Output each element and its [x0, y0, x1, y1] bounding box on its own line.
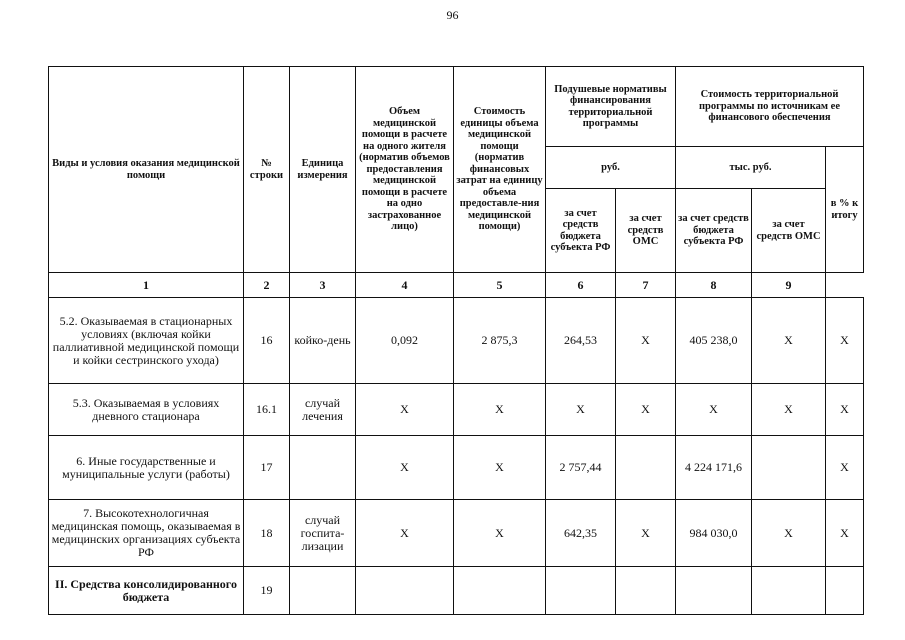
cell-oms-thous: Х	[752, 384, 826, 436]
cell-oms-rub	[616, 436, 676, 500]
cell-budget-rub: Х	[546, 384, 616, 436]
table-row	[49, 298, 864, 384]
cell-kind: 5.2. Оказываемая в стационарных условиях (включая койки паллиативной медицинской помощи и койки сестринского ухода)	[49, 298, 244, 384]
cell-budget-thous: 405 238,0	[676, 298, 752, 384]
cell-oms-thous	[752, 567, 826, 615]
cell-budget-thous: Х	[676, 384, 752, 436]
header-thous-rub: тыс. руб.	[676, 147, 826, 189]
column-number: 1	[49, 273, 244, 298]
cell-unit: случай лечения	[290, 384, 356, 436]
cell-percent: Х	[826, 436, 864, 500]
cell-budget-rub: 642,35	[546, 500, 616, 567]
header-program-cost: Стоимость территориальной программы по источникам ее финансового обеспечения	[676, 67, 864, 147]
column-number: 8	[676, 273, 752, 298]
cell-budget-thous: 4 224 171,6	[676, 436, 752, 500]
cell-oms-rub: Х	[616, 298, 676, 384]
cell-percent: Х	[826, 500, 864, 567]
column-number: 2	[244, 273, 290, 298]
cell-budget-thous: 984 030,0	[676, 500, 752, 567]
cell-oms-thous: Х	[752, 298, 826, 384]
cell-volume: Х	[356, 436, 454, 500]
cell-percent	[826, 567, 864, 615]
cell-volume: Х	[356, 384, 454, 436]
table-row	[49, 500, 864, 567]
column-number: 5	[454, 273, 546, 298]
cell-oms-rub: Х	[616, 384, 676, 436]
table-row	[49, 567, 864, 615]
table-row	[49, 436, 864, 500]
cell-percent: Х	[826, 384, 864, 436]
column-number: 9	[752, 273, 826, 298]
cell-unit	[290, 436, 356, 500]
header-rub: руб.	[546, 147, 676, 189]
page-number: 96	[446, 8, 459, 22]
header-volume: Объем медицинской помощи в расчете на одного жителя (норматив объемов предоставления медицинской помощи в расчете на одно застрахованное лицо)	[356, 67, 454, 273]
cell-unit-cost	[454, 567, 546, 615]
header-budget-rf-2: за счет средств бюджета субъекта РФ	[676, 189, 752, 273]
cell-unit: случай госпита-лизации	[290, 500, 356, 567]
header-oms-2: за счет средств ОМС	[752, 189, 826, 273]
cell-unit-cost: 2 875,3	[454, 298, 546, 384]
cell-oms-rub	[616, 567, 676, 615]
cell-unit	[290, 567, 356, 615]
cell-budget-rub: 2 757,44	[546, 436, 616, 500]
cell-volume: 0,092	[356, 298, 454, 384]
table-row	[49, 384, 864, 436]
cell-kind: II. Средства консолидированного бюджета	[49, 567, 244, 615]
cell-oms-thous	[752, 436, 826, 500]
header-unit-cost: Стоимость единицы объема медицинской помощи (норматив финансовых затрат на единицу объема предоставле-ния медицинской помощи)	[454, 67, 546, 273]
header-unit: Единица измерения	[290, 67, 356, 273]
column-number: 4	[356, 273, 454, 298]
column-number: 6	[546, 273, 616, 298]
cell-row-number: 17	[244, 436, 290, 500]
cell-oms-thous: Х	[752, 500, 826, 567]
cell-volume: Х	[356, 500, 454, 567]
column-number: 7	[616, 273, 676, 298]
cell-oms-rub: Х	[616, 500, 676, 567]
cell-percent: Х	[826, 298, 864, 384]
cell-unit: койко-день	[290, 298, 356, 384]
header-per-capita: Подушевые нормативы финансирования территориальной программы	[546, 67, 676, 147]
header-row-1	[49, 67, 864, 147]
cell-budget-thous	[676, 567, 752, 615]
cell-row-number: 16	[244, 298, 290, 384]
header-budget-rf: за счет средств бюджета субъекта РФ	[546, 189, 616, 273]
header-kind: Виды и условия оказания медицинской помощи	[49, 67, 244, 273]
header-row-number: № строки	[244, 67, 290, 273]
cell-row-number: 18	[244, 500, 290, 567]
header-percent: в % к итогу	[826, 147, 864, 273]
header-oms: за счет средств ОМС	[616, 189, 676, 273]
cell-budget-rub	[546, 567, 616, 615]
cell-unit-cost: Х	[454, 436, 546, 500]
column-number-row	[49, 273, 864, 298]
cell-row-number: 16.1	[244, 384, 290, 436]
cell-unit-cost: Х	[454, 384, 546, 436]
cell-unit-cost: Х	[454, 500, 546, 567]
financing-table	[48, 66, 864, 615]
cell-row-number: 19	[244, 567, 290, 615]
cell-kind: 7. Высокотехнологичная медицинская помощь, оказываемая в медицинских организациях субъекта РФ	[49, 500, 244, 567]
cell-budget-rub: 264,53	[546, 298, 616, 384]
column-number: 3	[290, 273, 356, 298]
cell-volume	[356, 567, 454, 615]
cell-kind: 5.3. Оказываемая в условиях дневного стационара	[49, 384, 244, 436]
cell-kind: 6. Иные государственные и муниципальные услуги (работы)	[49, 436, 244, 500]
